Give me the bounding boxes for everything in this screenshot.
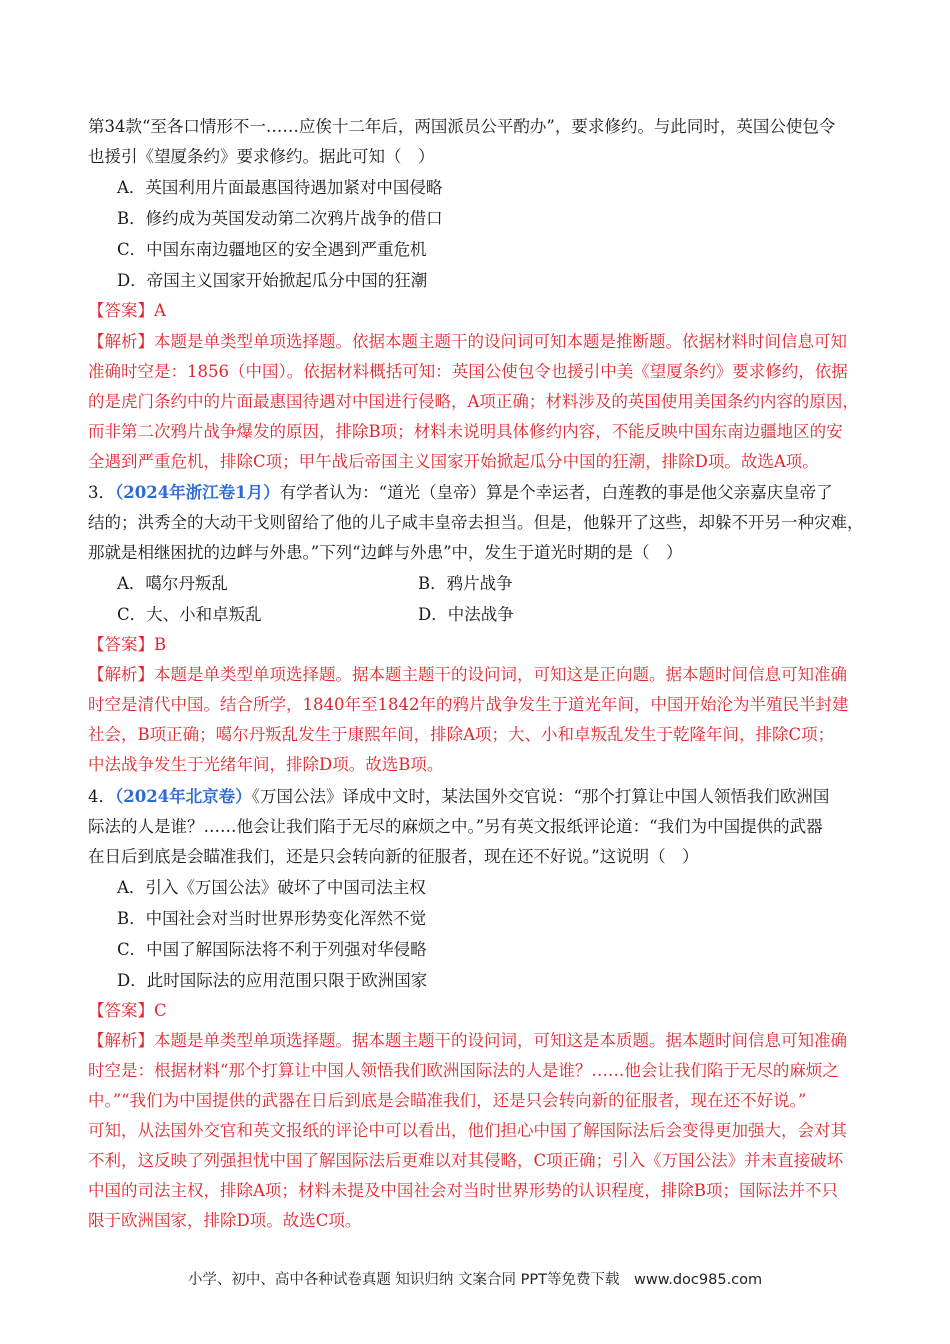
page-footer: 小学、初中、高中各种试卷真题 知识归纳 文案合同 PPT等免费下载 www.doc985.com [187, 1272, 763, 1288]
q3-option-b: B．鸦片战争 [418, 574, 513, 593]
q2-answer: 【答案】A [88, 301, 166, 320]
q2-option-b: B．修约成为英国发动第二次鸦片战争的借口 [117, 209, 443, 228]
q4-option-a: A．引入《万国公法》破坏了中国司法主权 [117, 878, 426, 897]
q2-analysis-line: 的是虎门条约中的片面最惠国待遇对中国进行侵略，A项正确；材料涉及的英国使用美国条约内容的原因， [88, 392, 859, 411]
q3-analysis-line: 时空是清代中国。结合所学，1840年至1842年的鸦片战争发生于道光年间，中国开始沦为半殖民半封建 [88, 695, 849, 714]
q3-analysis-line: 【解析】本题是单类型单项选择题。据本题主题干的设问词，可知这是正向题。据本题时间信息可知准确 [88, 665, 847, 684]
q4-stem-first-line [88, 786, 829, 808]
q4-analysis-line: 中国的司法主权，排除A项；材料未提及中国社会对当时世界形势的认识程度，排除B项；国际法并不只 [88, 1181, 839, 1200]
q3-stem-line: 结的；洪秀全的大动干戈则留给了他的儿子咸丰皇帝去担当。但是，他躲开了这些，却躲不开另一种灾难， [88, 513, 864, 532]
q4-source: （2024年北京卷） [115, 787, 252, 806]
q2-option-a: A．英国利用片面最惠国待遇加紧对中国侵略 [117, 178, 443, 197]
q2-analysis-line: 全遇到严重危机，排除C项；甲午战后帝国主义国家开始掀起瓜分中国的狂潮，排除D项。故选A项。 [88, 452, 819, 471]
q2-stem-line: 也援引《望厦条约》要求修约。据此可知（ ） [88, 147, 435, 166]
q4-option-d: D．此时国际法的应用范围只限于欧洲国家 [117, 971, 428, 990]
q4-analysis-line: 【解析】本题是单类型单项选择题。据本题主题干的设问词，可知这是本质题。据本题时间信息可知准确 [88, 1031, 847, 1050]
q2-analysis-line: 而非第二次鸦片战争爆发的原因，排除B项；材料未说明具体修约内容，不能反映中国东南边疆地区的安 [88, 422, 843, 441]
q4-analysis-line: 限于欧洲国家，排除D项。故选C项。 [88, 1211, 362, 1230]
q3-option-a: A．噶尔丹叛乱 [117, 574, 228, 593]
q4-option-c: C．中国了解国际法将不利于列强对华侵略 [117, 940, 427, 959]
q3-number: 3． [88, 483, 115, 502]
q4-option-b: B．中国社会对当时世界形势变化浑然不觉 [117, 909, 427, 928]
q3-answer: 【答案】B [88, 635, 167, 654]
q4-analysis-line: 不利，这反映了列强担忧中国了解国际法后更难以对其侵略，C项正确；引入《万国公法》并未直接破坏 [88, 1151, 844, 1170]
q3-stem-first-line [88, 482, 833, 504]
q2-option-d: D．帝国主义国家开始掀起瓜分中国的狂潮 [117, 271, 428, 290]
q3-source: （2024年浙江卷1月） [115, 483, 280, 502]
q4-stem-text: 《万国公法》译成中文时，某法国外交官说：“那个打算让中国人领悟我们欧洲国 [251, 787, 830, 806]
q3-analysis-line: 中法战争发生于光绪年间，排除D项。故选B项。 [88, 755, 444, 774]
q2-stem-line: 第34款“至各口情形不一……应俟十二年后，两国派员公平酌办”，要求修约。与此同时，英国公使包令 [88, 117, 836, 136]
q4-analysis-line: 可知，从法国外交官和英文报纸的评论中可以看出，他们担心中国了解国际法后会变得更加强大，会对其 [88, 1121, 847, 1140]
q3-option-c: C．大、小和卓叛乱 [117, 605, 262, 624]
q3-option-d: D．中法战争 [418, 605, 514, 624]
q2-option-c: C．中国东南边疆地区的安全遇到严重危机 [117, 240, 427, 259]
q4-answer: 【答案】C [88, 1001, 167, 1020]
q3-analysis-line: 社会，B项正确；噶尔丹叛乱发生于康熙年间，排除A项；大、小和卓叛乱发生于乾隆年间，排除C项； [88, 725, 835, 744]
q4-number: 4． [88, 787, 115, 806]
q4-analysis-line: 时空是：根据材料“那个打算让中国人领悟我们欧洲国际法的人是谁？……他会让我们陷于无尽的麻烦之 [88, 1061, 839, 1080]
q3-stem-text: 有学者认为：“道光（皇帝）算是个幸运者，白莲教的事是他父亲嘉庆皇帝了 [279, 483, 833, 502]
q4-analysis-line: 中。”“我们为中国提供的武器在日后到底是会瞄准我们，还是只会转向新的征服者，现在还不好说。” [88, 1091, 807, 1110]
q2-analysis-line: 【解析】本题是单类型单项选择题。依据本题主题干的设问词可知本题是推断题。依据材料时间信息可知 [88, 332, 847, 351]
q4-stem-line: 在日后到底是会瞄准我们，还是只会转向新的征服者，现在还不好说。”这说明（ ） [88, 847, 699, 866]
q4-stem-line: 际法的人是谁？……他会让我们陷于无尽的麻烦之中。”另有英文报纸评论道：“我们为中国提供的武器 [88, 817, 823, 836]
q3-stem-line: 那就是相继困扰的边衅与外患。”下列“边衅与外患”中，发生于道光时期的是（ ） [88, 543, 683, 562]
q2-analysis-line: 准确时空是：1856（中国）。依据材料概括可知：英国公使包令也援引中美《望厦条约》要求修约，依据 [88, 362, 848, 381]
